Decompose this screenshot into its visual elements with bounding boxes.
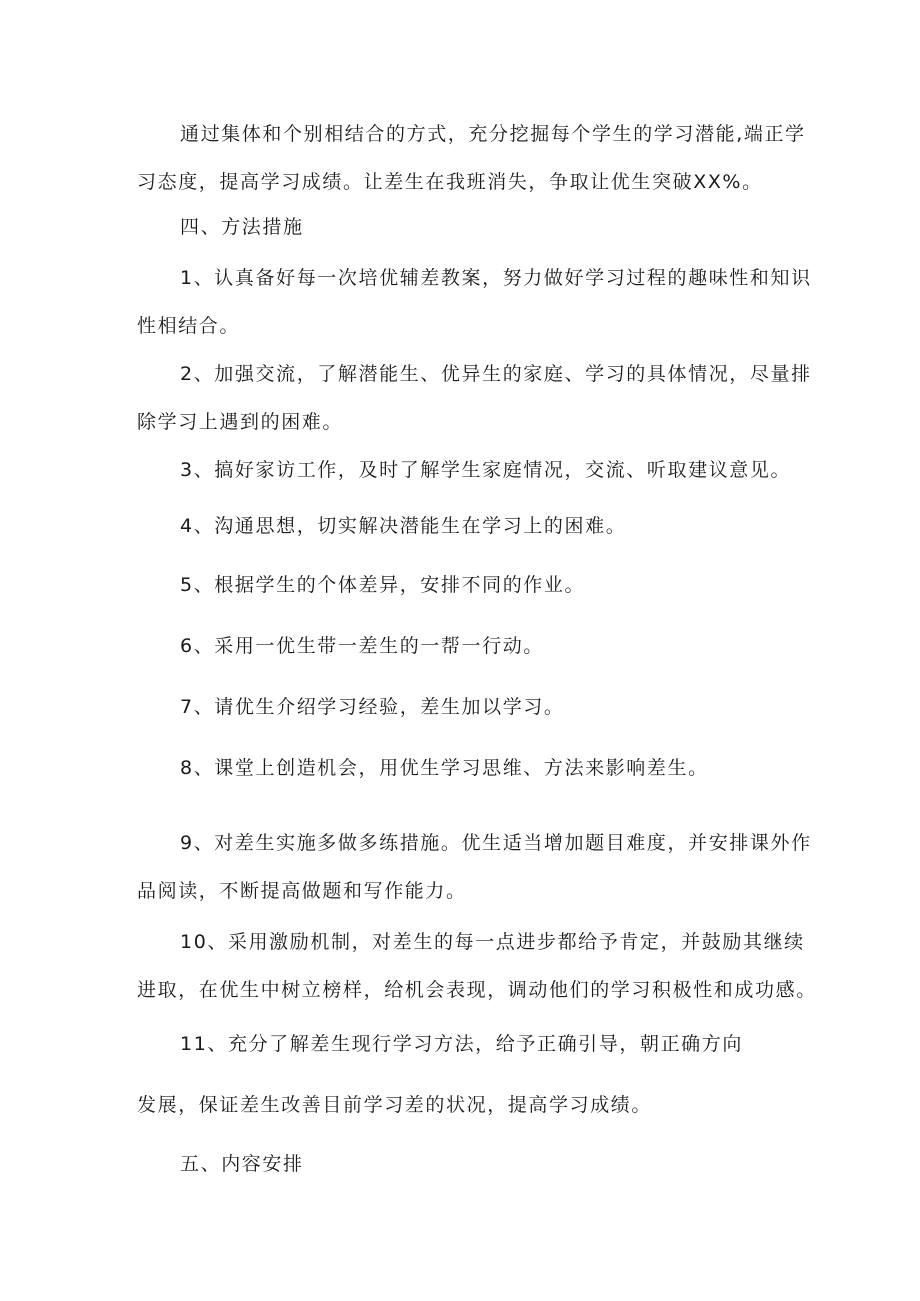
paragraph-line: 发展，保证差生改善目前学习差的状况，提高学习成绩。 — [137, 1094, 653, 1116]
list-item: 1、认真备好每一次培优辅差教案，努力做好学习过程的趣味性和知识 — [180, 267, 812, 289]
list-item: 5、根据学生的个体差异，安排不同的作业。 — [180, 574, 586, 596]
paragraph-line: 进取，在优生中树立榜样，给机会表现，调动他们的学习积极性和成功感。 — [137, 979, 817, 1001]
list-item: 6、采用一优生带一差生的一帮一行动。 — [180, 635, 544, 657]
list-item: 2、加强交流，了解潜能生、优异生的家庭、学习的具体情况，尽量排 — [180, 363, 812, 385]
paragraph-line: 习态度，提高学习成绩。让差生在我班消失，争取让优生突破XX%。 — [137, 171, 763, 193]
list-item: 8、课堂上创造机会，用优生学习思维、方法来影响差生。 — [180, 757, 709, 779]
list-item: 10、采用激励机制，对差生的每一点进步都给予肯定，并鼓励其继续 — [180, 931, 805, 953]
paragraph-line: 通过集体和个别相结合的方式，充分挖掘每个学生的学习潜能,端正学 — [180, 123, 806, 145]
list-item: 9、对差生实施多做多练措施。优生适当增加题目难度，并安排课外作 — [180, 832, 812, 854]
list-item: 11、充分了解差生现行学习方法，给予正确引导，朝正确方向 — [180, 1033, 743, 1055]
paragraph-line: 除学习上遇到的困难。 — [137, 411, 344, 433]
paragraph-line: 品阅读，不断提高做题和写作能力。 — [137, 880, 467, 902]
paragraph-line: 性相结合。 — [137, 315, 241, 337]
section-heading: 四、方法措施 — [180, 216, 304, 238]
list-item: 7、请优生介绍学习经验，差生加以学习。 — [180, 696, 565, 718]
list-item: 3、搞好家访工作，及时了解学生家庭情况，交流、听取建议意见。 — [180, 459, 792, 481]
section-heading: 五、内容安排 — [180, 1153, 304, 1175]
list-item: 4、沟通思想，切实解决潜能生在学习上的困难。 — [180, 515, 627, 537]
